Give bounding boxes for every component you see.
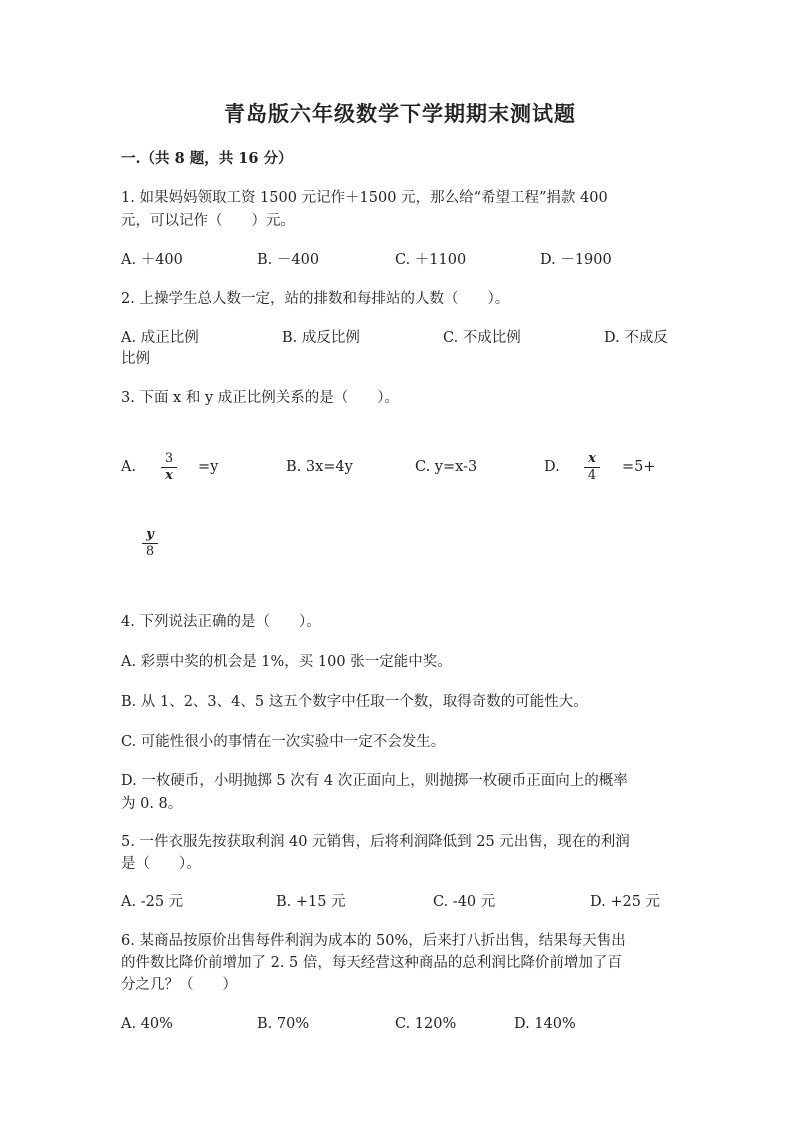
question-6-text-cont-2: 分之几？（ ） [121,977,237,993]
q1-option-c: C. ＋1100 [395,252,467,268]
q3-option-d-rest: =5+ [622,459,656,475]
fraction-denominator: x [165,468,173,483]
q1-option-a: A. ＋400 [121,252,183,268]
question-2-text: 2. 上操学生总人数一定，站的排数和每排站的人数（ ）。 [121,291,510,307]
q6-option-a: A. 40% [121,1016,173,1032]
q5-option-c: C. -40 元 [433,894,496,910]
question-1-text-cont: 元，可以记作（ ）元。 [121,213,295,229]
q4-option-c: C. 可能性很小的事情在一次实验中一定不会发生。 [121,734,446,750]
q4-option-d: D. 一枚硬币，小明抛掷 5 次有 4 次正面向上，则抛掷一枚硬币正面向上的概率 [121,773,628,789]
q4-option-a: A. 彩票中奖的机会是 1%，买 100 张一定能中奖。 [121,654,452,670]
q3-option-a-fraction [160,452,178,483]
fraction-denominator: 4 [587,468,597,483]
q5-option-a: A. -25 元 [121,894,184,910]
q3-option-a-label: A. [121,459,137,475]
q3-option-d-fraction [583,452,601,483]
q1-option-d: D. －1900 [540,252,612,268]
q2-option-d: D. 不成反 [604,330,668,346]
q4-option-b: B. 从 1、2、3、4、5 这五个数字中任取一个数，取得奇数的可能性大。 [121,694,588,710]
q3-option-d-fraction-2 [141,528,159,559]
q3-option-a-rest: =y [198,459,219,475]
section-header: 一.（共 8 题，共 16 分） [121,150,293,167]
fraction-numerator: y [146,527,154,542]
q3-option-c: C. y=x-3 [415,459,478,475]
q2-option-a: A. 成正比例 [121,330,199,346]
q4-option-d-cont: 为 0. 8。 [121,796,183,812]
q1-option-b: B. －400 [257,252,320,268]
q2-option-d-wrap: 比例 [121,351,150,367]
question-5-text-cont: 是（ ）。 [121,856,201,872]
q6-option-d: D. 140% [514,1016,576,1032]
question-5-text: 5. 一件衣服先按获取利润 40 元销售，后将利润降低到 25 元出售，现在的利润 [121,834,630,850]
question-1-text: 1. 如果妈妈领取工资 1500 元记作＋1500 元，那么给“希望工程”捐款 400 [121,190,608,206]
q5-option-b: B. +15 元 [276,894,346,910]
question-3-text: 3. 下面 x 和 y 成正比例关系的是（ ）。 [121,390,399,406]
q6-option-b: B. 70% [257,1016,310,1032]
question-6-text: 6. 某商品按原价出售每件利润为成本的 50%，后来打八折出售，结果每天售出 [121,933,626,949]
q6-option-c: C. 120% [395,1016,457,1032]
q3-option-d-label: D. [544,459,560,475]
question-6-text-cont: 的件数比降价前增加了 2. 5 倍，每天经营这种商品的总利润比降价前增加了百 [121,955,622,971]
q5-option-d: D. +25 元 [590,894,661,910]
question-4-text: 4. 下列说法正确的是（ ）。 [121,614,321,630]
fraction-numerator: 3 [164,451,174,466]
q2-option-c: C. 不成比例 [443,330,521,346]
q2-option-b: B. 成反比例 [282,330,360,346]
fraction-numerator: x [588,451,596,466]
fraction-denominator: 8 [145,544,155,559]
page-title: 青岛版六年级数学下学期期末测试题 [224,101,576,126]
q3-option-b: B. 3x=4y [286,459,353,475]
